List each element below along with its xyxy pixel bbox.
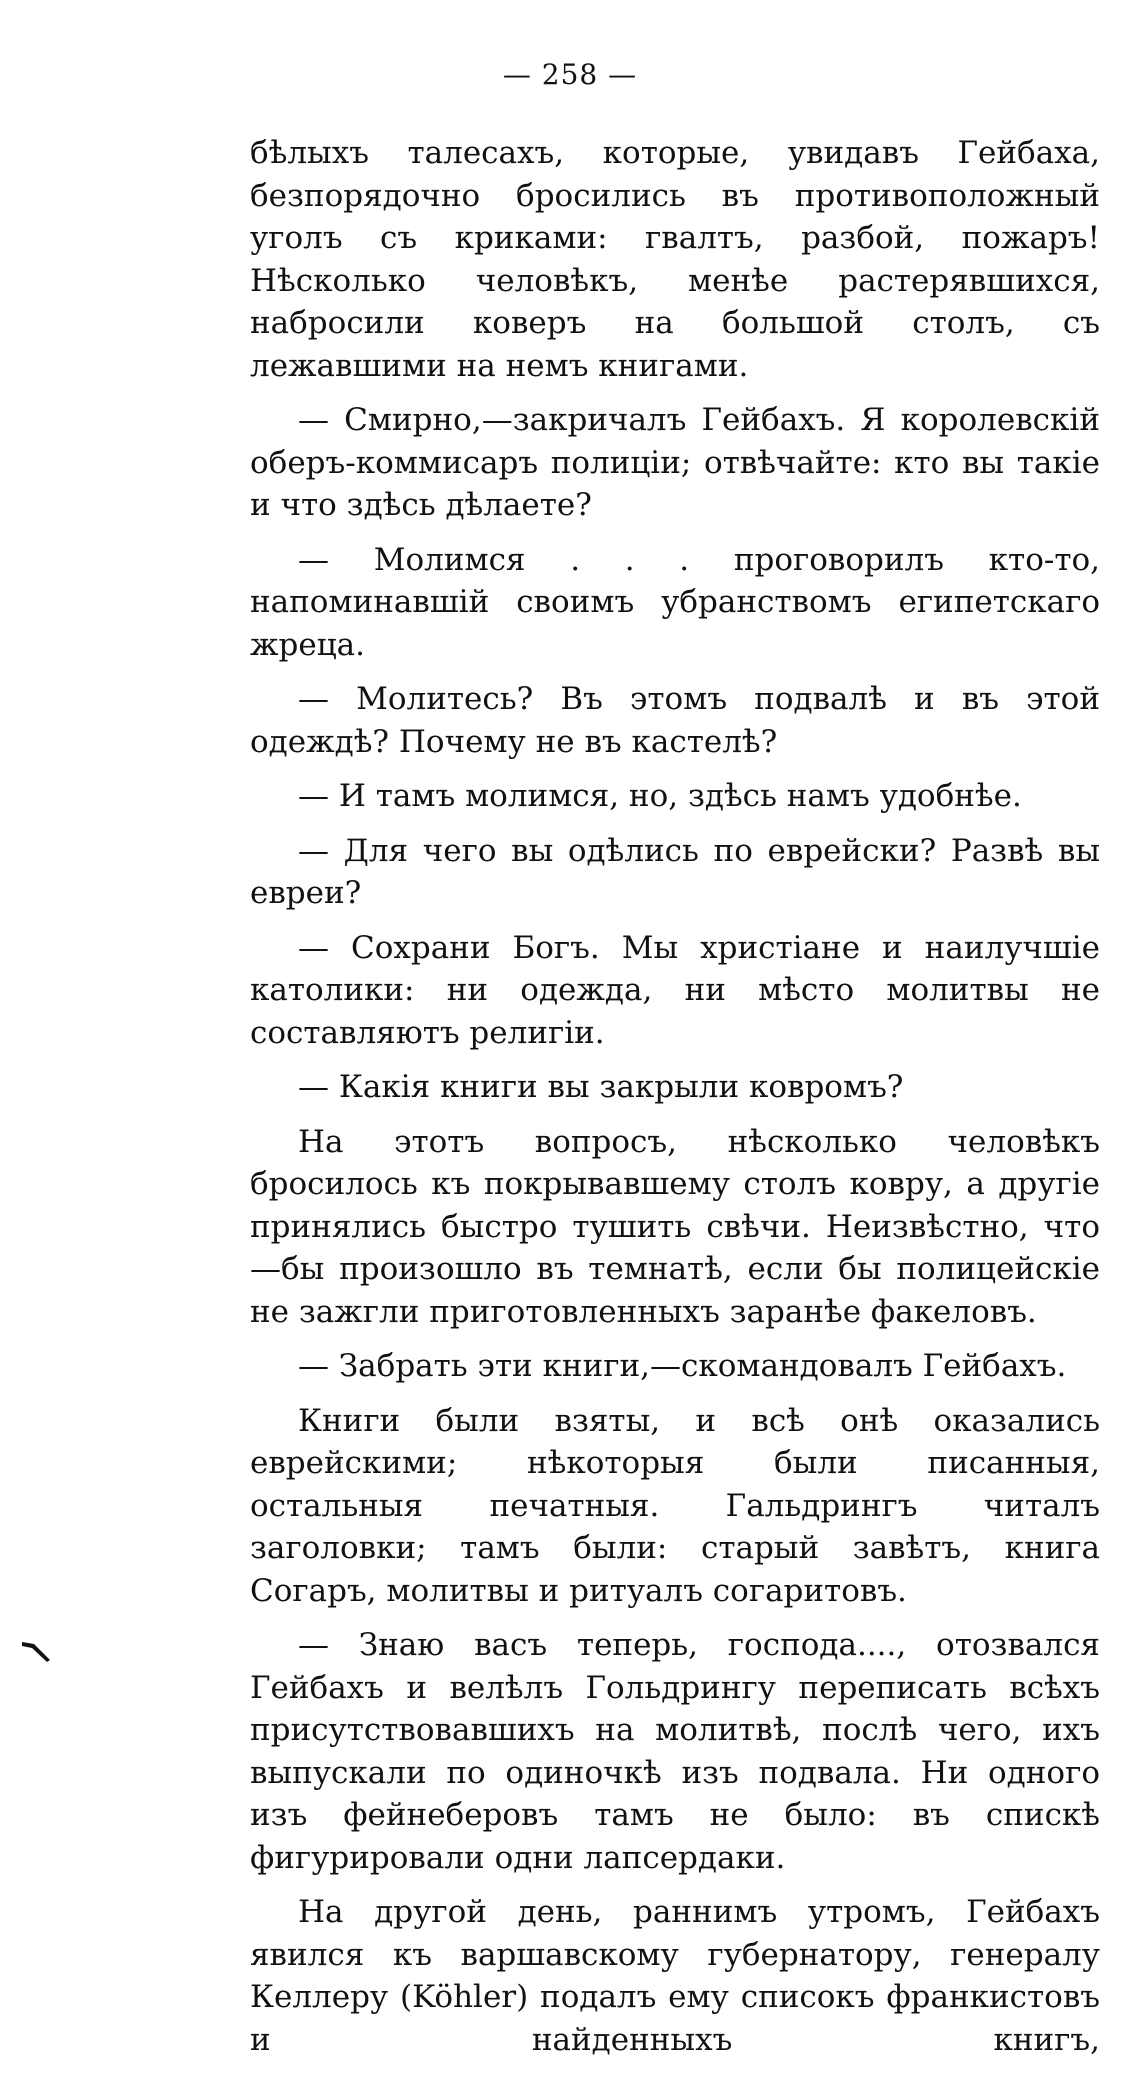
paragraph-8: — Какія книги вы закрыли ковромъ? (298, 1069, 904, 1105)
print-mark-icon (20, 1638, 54, 1664)
paragraph-10: — Забрать эти книги,—скомандовалъ Гейбахъ. (298, 1348, 1067, 1384)
paragraph-12: — Знаю васъ теперь, господа...., отозвался Гейбахъ и велѣлъ Гольдрингу переписать всѣхъ присутствовавшихъ на молитвѣ, послѣ чего, ихъ выпускали по одиночкѣ изъ подвала. Ни одного изъ фейнеберовъ тамъ не было: въ спискѣ фигурировали одни лапсердаки. (250, 1627, 1100, 1876)
paragraph-4: — Молитесь? Въ этомъ подвалѣ и въ этой одеждѣ? Почему не въ кастелѣ? (250, 681, 1100, 760)
paragraph-7: — Сохрани Богъ. Мы христіане и наилучшіе католики: ни одежда, ни мѣсто молитвы не составляютъ религіи. (250, 929, 1100, 1051)
paragraph-6: — Для чего вы одѣлись по еврейски? Развѣ вы евреи? (250, 832, 1100, 911)
page-body (250, 132, 1100, 2073)
paragraph-13: На другой день, раннимъ утромъ, Гейбахъ явился къ варшавскому губернатору, генералу Келлеру (Köhler) подалъ ему списокъ франкистовъ и найденныхъ книгъ, (250, 1894, 1100, 2058)
paragraph-3: — Молимся . . . проговорилъ кто-то, напоминавшій своимъ убранствомъ египетскаго жреца. (250, 541, 1100, 663)
paragraph-1: бѣлыхъ талесахъ, которые, увидавъ Гейбаха, безпорядочно бросились въ противоположный уголъ съ криками: гвалтъ, разбой, пожаръ! Нѣсколько человѣкъ, менѣе растерявшихся, набросили коверъ на большой столъ, съ лежавшими на немъ книгами. (250, 135, 1100, 384)
paragraph-11: Книги были взяты, и всѣ онѣ оказались еврейскими; нѣкоторыя были писанныя, остальныя печатныя. Гальдрингъ читалъ заголовки; тамъ были: старый завѣтъ, книга Согаръ, молитвы и ритуалъ согаритовъ. (250, 1402, 1100, 1609)
page-number: — 258 — (502, 58, 638, 91)
paragraph-2: — Смирно,—закричалъ Гейбахъ. Я королевскій оберъ-коммисаръ полиціи; отвѣчайте: кто вы такіе и что здѣсь дѣлаете? (250, 402, 1100, 523)
paragraph-5: — И тамъ молимся, но, здѣсь намъ удобнѣе. (298, 778, 1022, 814)
paragraph-9: На этотъ вопросъ, нѣсколько человѣкъ бросилось къ покрывавшему столъ ковру, а другіе принялись быстро тушить свѣчи. Неизвѣстно, что—бы произошло въ темнатѣ, если бы полицейскіе не зажгли приготовленныхъ заранѣе факеловъ. (250, 1123, 1100, 1330)
